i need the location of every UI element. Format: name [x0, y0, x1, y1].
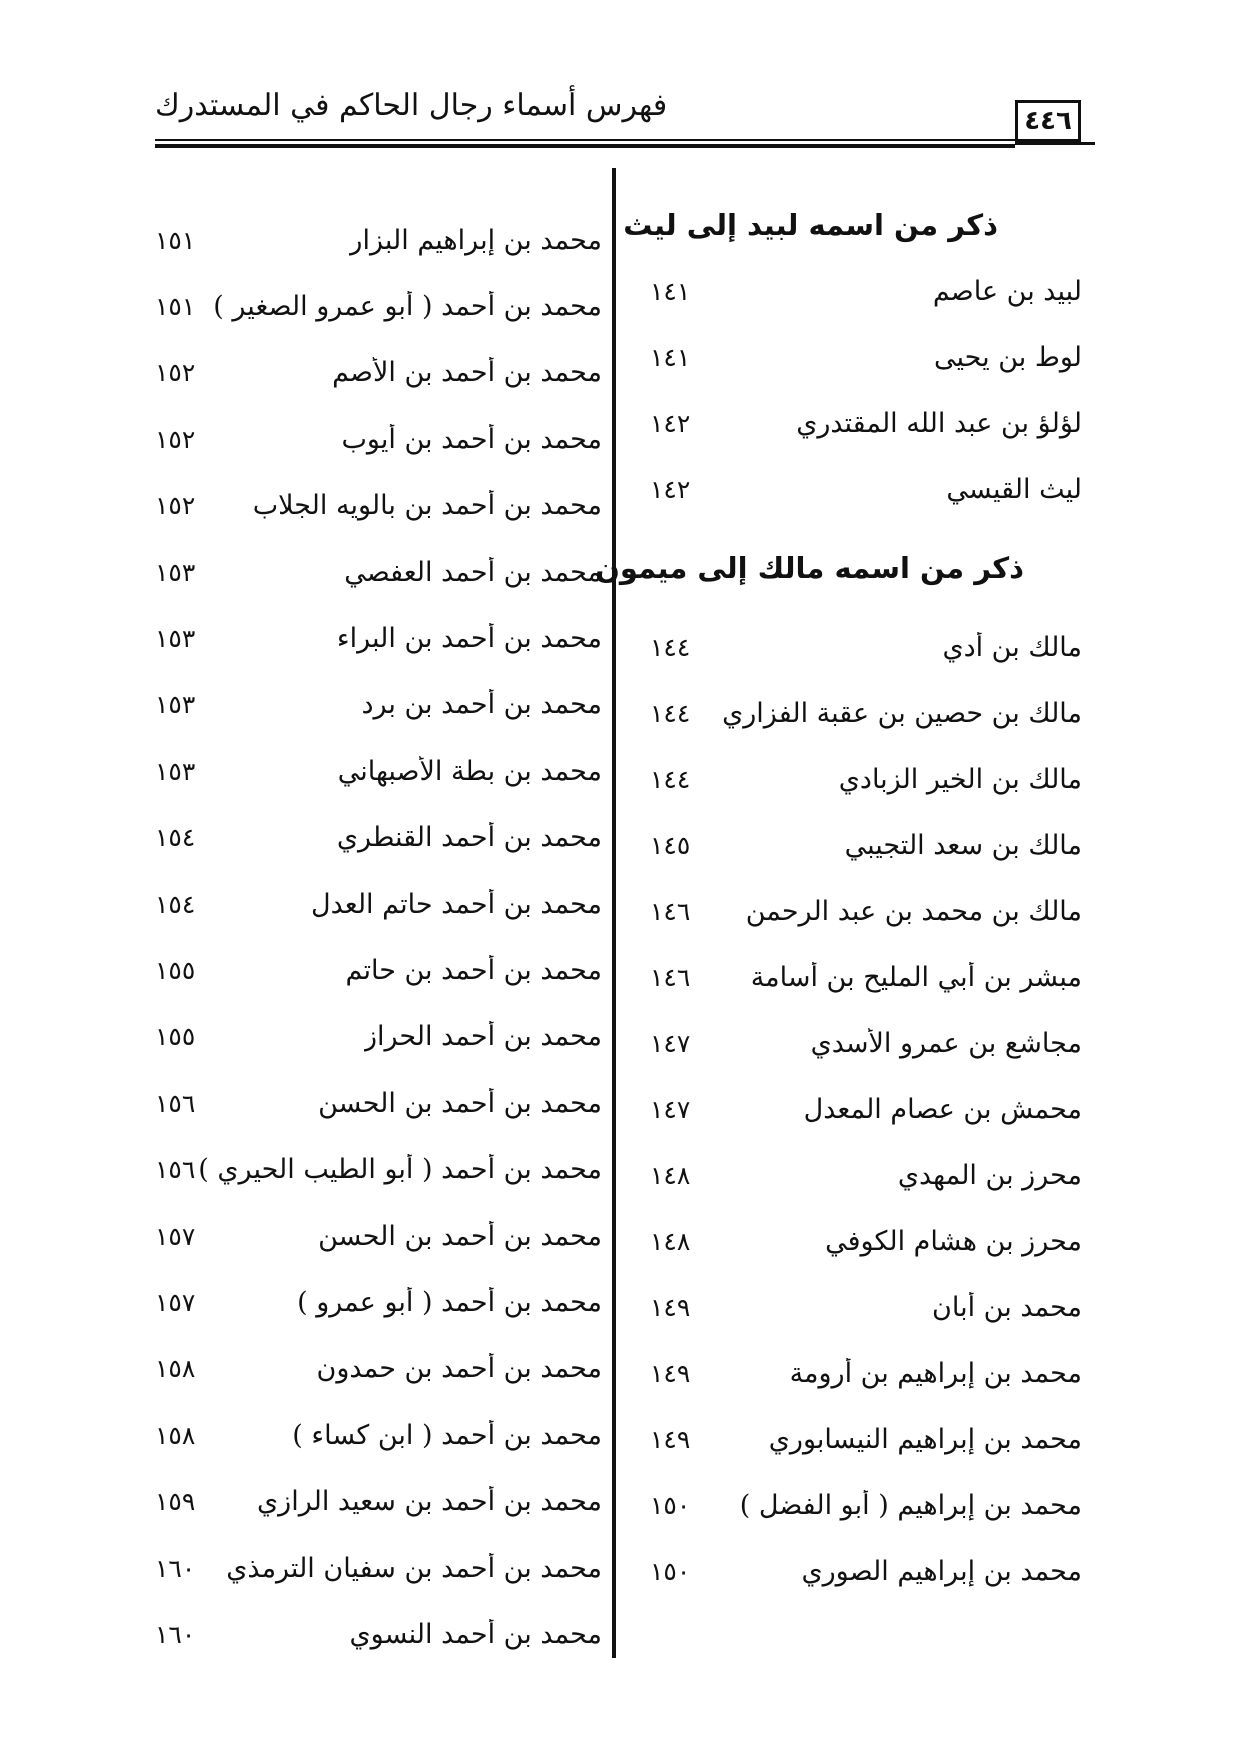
entry-name: محمد بن أحمد بن حمدون	[316, 1353, 602, 1385]
entry-page: ١٥٤	[155, 823, 196, 853]
entry-name: مبشر بن أبي المليح بن أسامة	[750, 961, 1082, 993]
index-entry	[155, 937, 602, 1003]
index-entry	[640, 1472, 1090, 1538]
entry-page: ١٤٩	[650, 1292, 691, 1322]
entry-name: لبيد بن عاصم	[932, 275, 1082, 307]
index-entry	[640, 746, 1090, 812]
index-entry	[155, 1203, 602, 1269]
entry-name: مجاشع بن عمرو الأسدي	[810, 1027, 1082, 1059]
entry-name: محرز بن المهدي	[897, 1159, 1082, 1191]
index-entry	[155, 871, 602, 937]
entry-page: ١٤٤	[650, 632, 691, 662]
entry-name: محمد بن أحمد الحراز	[363, 1021, 602, 1053]
entry-page: ١٥٢	[155, 358, 196, 388]
section-heading: ذكر من اسمه لبيد إلى ليث	[623, 208, 998, 242]
entry-page: ١٥١	[155, 225, 196, 255]
index-entry	[155, 340, 602, 406]
entry-name: محمد بن أحمد العفصي	[344, 556, 602, 588]
entry-name: محمد بن أحمد بن الحسن	[318, 1220, 602, 1252]
entry-page: ١٥٩	[155, 1487, 196, 1517]
index-entry	[640, 944, 1090, 1010]
index-entry	[640, 1274, 1090, 1340]
entry-name: مالك بن محمد بن عبد الرحمن	[745, 895, 1082, 927]
entry-name: مالك بن حصين بن عقبة الفزاري	[722, 697, 1082, 729]
entry-page: ١٥١	[155, 292, 196, 322]
index-entry	[640, 1010, 1090, 1076]
index-entry	[640, 1538, 1090, 1604]
index-entry	[640, 1340, 1090, 1406]
entry-page: ١٥٦	[155, 1088, 196, 1118]
entry-page: ١٤٢	[650, 474, 691, 504]
entry-page: ١٤٧	[650, 1094, 691, 1124]
entry-name: محمد بن أحمد ( أبو عمرو )	[297, 1286, 602, 1318]
entry-name: محمد بن إبراهيم الصوري	[801, 1555, 1082, 1587]
entry-page: ١٥٨	[155, 1354, 196, 1384]
entry-page: ١٥٥	[155, 1022, 196, 1052]
entry-page: ١٤٨	[650, 1226, 691, 1256]
entry-name: محرز بن هشام الكوفي	[825, 1225, 1082, 1257]
entry-page: ١٤٩	[650, 1424, 691, 1454]
entry-page: ١٥٠	[650, 1490, 691, 1520]
index-entry	[640, 1076, 1090, 1142]
entry-page: ١٥٣	[155, 690, 196, 720]
entry-page: ١٤٧	[650, 1028, 691, 1058]
entry-name: محمد بن أحمد القنطري	[336, 822, 602, 854]
entry-name: محمد بن أحمد بن البراء	[336, 623, 602, 655]
entry-name: محمد بن أحمد بن سعيد الرازي	[257, 1486, 602, 1518]
index-entry	[155, 1601, 602, 1667]
page-number-box: ٤٤٦	[1015, 100, 1081, 142]
entry-name: مالك بن سعد التجيبي	[844, 829, 1082, 861]
index-entry	[155, 406, 602, 472]
index-entry	[155, 805, 602, 871]
entry-page: ١٥٣	[155, 756, 196, 786]
index-entry	[640, 1142, 1090, 1208]
entry-page: ١٤٦	[650, 962, 691, 992]
index-entry	[640, 456, 1090, 522]
entry-page: ١٥٤	[155, 889, 196, 919]
entry-name: محمد بن أحمد بن أيوب	[341, 423, 602, 455]
page-header	[155, 82, 1095, 152]
left-column	[155, 207, 602, 1668]
right-column	[595, 192, 1090, 1604]
index-entry	[155, 473, 602, 539]
header-rule-tail	[1015, 142, 1095, 145]
index-entry	[155, 539, 602, 605]
index-entry	[155, 738, 602, 804]
section-heading: ذكر من اسمه مالك إلى ميمون	[595, 551, 1024, 585]
entry-name: محمد بن أحمد ( أبو الطيب الحيري )	[198, 1154, 602, 1186]
entry-name: محمد بن أحمد النسوي	[349, 1618, 602, 1650]
column-divider	[612, 168, 616, 1658]
entry-page: ١٤٢	[650, 408, 691, 438]
entry-page: ١٤٥	[650, 830, 691, 860]
entry-name: محمد بن أحمد بن بالويه الجلاب	[252, 490, 602, 522]
index-entry	[155, 1269, 602, 1335]
entry-name: مالك بن أدي	[942, 631, 1082, 663]
index-entry	[640, 812, 1090, 878]
entry-name: محمد بن أحمد ( أبو عمرو الصغير )	[213, 291, 602, 323]
entry-page: ١٥٧	[155, 1221, 196, 1251]
index-entry	[155, 1004, 602, 1070]
entry-name: لؤلؤ بن عبد الله المقتدري	[796, 407, 1082, 439]
index-entry	[155, 1468, 602, 1534]
entry-page: ١٤١	[650, 342, 691, 372]
entry-name: محمد بن أحمد بن حاتم	[345, 954, 602, 986]
entry-page: ١٤٤	[650, 698, 691, 728]
index-entry	[155, 672, 602, 738]
entry-page: ١٤٤	[650, 764, 691, 794]
entry-page: ١٥٥	[155, 955, 196, 985]
entry-name: محمش بن عصام المعدل	[803, 1093, 1082, 1125]
entry-page: ١٤٨	[650, 1160, 691, 1190]
index-entry	[640, 680, 1090, 746]
entry-page: ١٥٢	[155, 491, 196, 521]
index-entry	[155, 207, 602, 273]
entry-page: ١٥٢	[155, 424, 196, 454]
entry-page: ١٤١	[650, 276, 691, 306]
index-entry	[640, 614, 1090, 680]
entry-name: محمد بن أحمد بن الحسن	[318, 1087, 602, 1119]
entry-name: محمد بن إبراهيم النيسابوري	[768, 1423, 1082, 1455]
header-rule-thin	[155, 139, 1015, 141]
entry-page: ١٥٦	[155, 1155, 196, 1185]
entry-name: ليث القيسي	[946, 473, 1082, 505]
entry-name: محمد بن أبان	[932, 1291, 1082, 1323]
entry-name: محمد بن إبراهيم ( أبو الفضل )	[739, 1489, 1082, 1521]
entry-page: ١٤٩	[650, 1358, 691, 1388]
entry-name: محمد بن أحمد بن سفيان الترمذي	[226, 1552, 602, 1584]
index-entry	[155, 605, 602, 671]
index-entry	[640, 878, 1090, 944]
entry-name: محمد بن إبراهيم بن أرومة	[789, 1357, 1082, 1389]
index-entry	[155, 1402, 602, 1468]
entry-page: ١٦٠	[155, 1619, 196, 1649]
entry-name: محمد بن أحمد بن الأصم	[332, 357, 602, 389]
entry-page: ١٥٣	[155, 557, 196, 587]
running-title: فهرس أسماء رجال الحاكم في المستدرك	[155, 88, 668, 123]
index-entry	[640, 390, 1090, 456]
index-entry	[155, 1070, 602, 1136]
entry-name: محمد بن إبراهيم البزار	[349, 224, 602, 256]
entry-page: ١٤٦	[650, 896, 691, 926]
index-entry	[640, 258, 1090, 324]
entry-page: ١٥٧	[155, 1287, 196, 1317]
entry-name: محمد بن بطة الأصبهاني	[337, 755, 602, 787]
entry-name: محمد بن أحمد حاتم العدل	[311, 888, 602, 920]
index-entry	[155, 1136, 602, 1202]
index-entry	[155, 1535, 602, 1601]
index-entry	[640, 1406, 1090, 1472]
index-entry	[155, 273, 602, 339]
entry-name: مالك بن الخير الزبادي	[838, 763, 1082, 795]
entry-page: ١٥٠	[650, 1556, 691, 1586]
index-entry	[640, 1208, 1090, 1274]
entry-name: محمد بن أحمد ( ابن كساء )	[292, 1419, 602, 1451]
index-entry	[155, 1336, 602, 1402]
index-entry	[640, 324, 1090, 390]
entry-page: ١٥٣	[155, 624, 196, 654]
header-rule-thick	[155, 144, 1015, 148]
entry-page: ١٥٨	[155, 1420, 196, 1450]
entry-name: محمد بن أحمد بن برد	[361, 689, 602, 721]
entry-page: ١٦٠	[155, 1553, 196, 1583]
entry-name: لوط بن يحيى	[934, 341, 1082, 373]
